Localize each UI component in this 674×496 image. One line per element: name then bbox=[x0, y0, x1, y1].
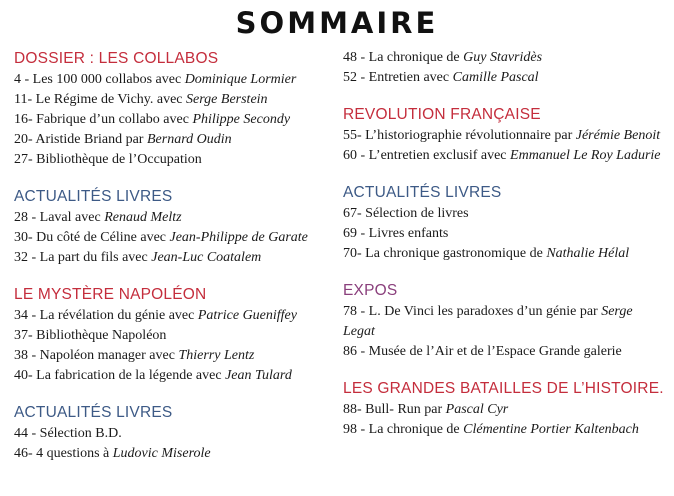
toc-entry bbox=[14, 444, 330, 464]
section-heading: ACTUALITÉS LIVRES bbox=[14, 404, 173, 421]
entry-text: 34 - La révélation du génie avec bbox=[14, 308, 198, 323]
section-heading: REVOLUTION FRANÇAISE bbox=[343, 106, 541, 123]
entry-text: 69 - Livres enfants bbox=[343, 226, 449, 241]
toc-section bbox=[343, 48, 661, 88]
section-gap bbox=[343, 264, 661, 280]
entry-author: Philippe Secondy bbox=[192, 112, 291, 127]
entry-text: 27- Bibliothèque de l’Occupation bbox=[14, 152, 202, 167]
toc-entry bbox=[14, 70, 330, 90]
toc-section bbox=[343, 280, 661, 362]
right-column bbox=[343, 48, 664, 440]
entry-text: 11- Le Régime de Vichy. avec bbox=[14, 92, 187, 107]
toc-entry bbox=[14, 248, 330, 268]
toc-section bbox=[14, 402, 330, 464]
entry-author: Jérémie Benoit bbox=[575, 128, 661, 143]
left-column bbox=[14, 48, 330, 464]
entry-text: 88- Bull- Run par bbox=[343, 402, 446, 417]
toc-section bbox=[343, 104, 661, 166]
entry-text: 55- L’historiographie révolutionnaire par bbox=[343, 128, 576, 143]
toc-entry bbox=[343, 68, 661, 88]
section-heading: ACTUALITÉS LIVRES bbox=[14, 188, 173, 205]
toc-section bbox=[343, 378, 664, 440]
toc-entry bbox=[14, 90, 330, 110]
entry-text: 44 - Sélection B.D. bbox=[14, 426, 122, 441]
section-gap bbox=[14, 170, 330, 186]
section-heading: EXPOS bbox=[343, 282, 398, 299]
toc-entry bbox=[14, 424, 330, 444]
toc-section bbox=[14, 48, 330, 170]
section-gap bbox=[343, 88, 661, 104]
toc-entry bbox=[343, 146, 661, 166]
entry-author: Guy Stavridès bbox=[463, 50, 543, 65]
entry-text: 30- Du côté de Céline avec bbox=[14, 230, 170, 245]
toc-section bbox=[343, 182, 661, 264]
entry-author: Pascal Cyr bbox=[445, 402, 509, 417]
entry-author: Serge Berstein bbox=[186, 92, 268, 107]
toc-entry bbox=[14, 306, 330, 326]
section-heading: ACTUALITÉS LIVRES bbox=[343, 184, 502, 201]
entry-author: Jean-Luc Coatalem bbox=[151, 250, 262, 265]
toc-entry bbox=[14, 130, 330, 150]
entry-text: 16- Fabrique d’un collabo avec bbox=[14, 112, 193, 127]
entry-text: 28 - Laval avec bbox=[14, 210, 105, 225]
entry-author: Emmanuel Le Roy Ladurie bbox=[510, 148, 661, 163]
entry-author: Renaud Meltz bbox=[104, 210, 182, 225]
entry-author: Serge Legat bbox=[343, 304, 633, 339]
toc-entry bbox=[14, 228, 330, 248]
entry-text: 37- Bibliothèque Napoléon bbox=[14, 328, 167, 343]
toc-section bbox=[14, 186, 330, 268]
toc-entry bbox=[343, 48, 661, 68]
toc-entry bbox=[14, 366, 330, 386]
toc-entry bbox=[343, 224, 661, 244]
toc-entry bbox=[343, 126, 661, 146]
entry-author: Camille Pascal bbox=[452, 70, 539, 85]
toc-entry bbox=[343, 400, 661, 420]
section-heading: LE MYSTÈRE NAPOLÉON bbox=[14, 286, 207, 303]
toc-section bbox=[14, 284, 330, 386]
entry-text: 32 - La part du fils avec bbox=[14, 250, 152, 265]
toc-entry bbox=[14, 326, 330, 346]
entry-author: Ludovic Miserole bbox=[112, 446, 211, 461]
section-gap bbox=[14, 268, 330, 284]
toc-entry bbox=[343, 244, 661, 264]
entry-text: 70- La chronique gastronomique de bbox=[343, 246, 547, 261]
entry-author: Jean Tulard bbox=[225, 368, 292, 383]
entry-author: Nathalie Hélal bbox=[546, 246, 630, 261]
toc-entry bbox=[343, 420, 661, 440]
entry-text: 67- Sélection de livres bbox=[343, 206, 469, 221]
entry-text: 40- La fabrication de la légende avec bbox=[14, 368, 226, 383]
entry-text: 86 - Musée de l’Air et de l’Espace Grande galerie bbox=[343, 344, 622, 359]
entry-author: Thierry Lentz bbox=[178, 348, 255, 363]
entry-author: Bernard Oudin bbox=[146, 132, 232, 147]
section-gap bbox=[343, 166, 661, 182]
section-gap bbox=[14, 386, 330, 402]
section-heading: LES GRANDES BATAILLES DE L’HISTOIRE. bbox=[343, 380, 664, 397]
toc-entry bbox=[343, 302, 661, 342]
entry-text: 4 - Les 100 000 collabos avec bbox=[14, 72, 185, 87]
entry-text: 60 - L’entretien exclusif avec bbox=[343, 148, 511, 163]
entry-author: Dominique Lormier bbox=[184, 72, 297, 87]
section-heading: DOSSIER : LES COLLABOS bbox=[14, 50, 219, 67]
section-gap bbox=[343, 362, 661, 378]
toc-entry bbox=[343, 342, 661, 362]
entry-author: Patrice Gueniffey bbox=[197, 308, 297, 323]
entry-text: 98 - La chronique de bbox=[343, 422, 464, 437]
entry-text: 20- Aristide Briand par bbox=[14, 132, 147, 147]
entry-author: Jean-Philippe de Garate bbox=[169, 230, 308, 245]
entry-text: 78 - L. De Vinci les paradoxes d’un génie par bbox=[343, 304, 602, 319]
toc-entry bbox=[14, 110, 330, 130]
entry-text: 52 - Entretien avec bbox=[343, 70, 453, 85]
entry-text: 48 - La chronique de bbox=[343, 50, 464, 65]
page-title: SOMMAIRE bbox=[235, 6, 439, 40]
toc-entry bbox=[14, 208, 330, 228]
entry-author: Clémentine Portier Kaltenbach bbox=[463, 422, 639, 437]
entry-text: 46- 4 questions à bbox=[14, 446, 113, 461]
entry-text: 38 - Napoléon manager avec bbox=[14, 348, 179, 363]
toc-entry bbox=[343, 204, 661, 224]
toc-entry bbox=[14, 346, 330, 366]
toc-entry bbox=[14, 150, 330, 170]
